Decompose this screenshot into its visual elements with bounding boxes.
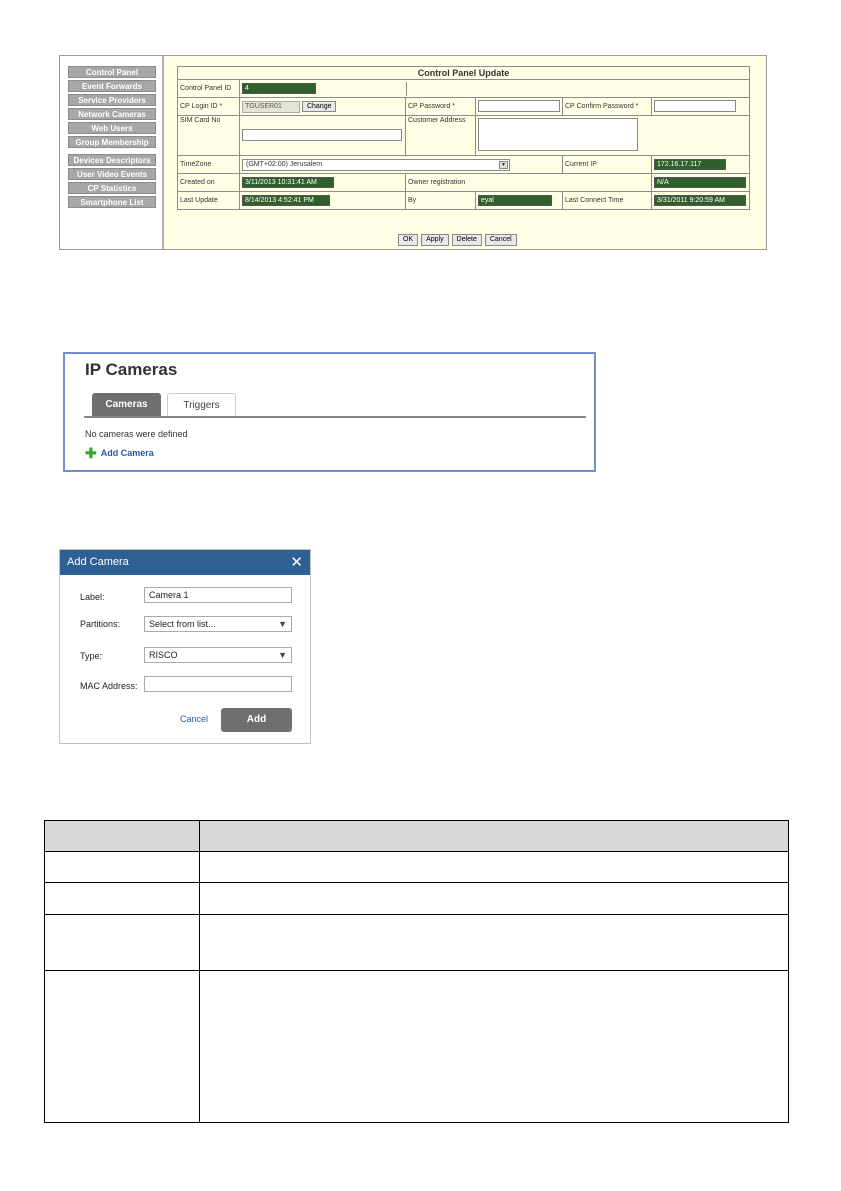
current-ip-label: Current IP: [563, 156, 652, 174]
current-ip-value: 172.16.17.117: [654, 159, 726, 170]
table-cell: [200, 971, 789, 1123]
sidebar-item-user-video-events[interactable]: User Video Events: [68, 168, 156, 180]
add-camera-link[interactable]: [85, 445, 154, 462]
page-title: IP Cameras: [85, 360, 178, 379]
last-update-label: Last Update: [178, 192, 240, 210]
timezone-label: TimeZone: [178, 156, 240, 174]
partitions-value: Select from list...: [149, 619, 216, 629]
timezone-select[interactable]: [242, 159, 510, 171]
cp-form-table: [177, 66, 750, 210]
plus-icon: ✚: [85, 445, 97, 461]
ip-cameras-panel: [63, 352, 596, 472]
type-select[interactable]: [144, 647, 292, 663]
sidebar-item-service-providers[interactable]: Service Providers: [68, 94, 156, 106]
empty-state-text: No cameras were defined: [85, 429, 188, 439]
cancel-button[interactable]: Cancel: [180, 714, 209, 724]
table-cell: [45, 852, 200, 883]
password-field[interactable]: [478, 100, 560, 112]
chevron-down-icon: ▼: [278, 619, 287, 629]
address-label: Customer Address: [406, 116, 476, 156]
label-input[interactable]: Camera 1: [144, 587, 292, 603]
doc-table: [44, 820, 789, 1123]
login-id-label: CP Login ID *: [178, 98, 240, 116]
table-cell: [200, 852, 789, 883]
chevron-down-icon: ▼: [499, 161, 508, 169]
cp-sidebar: [60, 56, 164, 249]
table-row: [45, 883, 789, 915]
add-camera-label: Add Camera: [100, 448, 154, 458]
last-connect-label: Last Connect Time: [563, 192, 652, 210]
created-value: 3/11/2013 10:31:41 AM: [242, 177, 334, 188]
header-cell: [200, 821, 789, 852]
dialog-title: Add Camera: [67, 556, 129, 568]
add-camera-dialog: [59, 549, 311, 744]
by-value: eyal: [478, 195, 552, 206]
sim-label: SIM Card No: [178, 116, 240, 156]
tab-divider: [84, 416, 586, 418]
chevron-down-icon: ▼: [278, 650, 287, 660]
close-icon[interactable]: ✕: [290, 554, 303, 571]
change-button[interactable]: Change: [302, 101, 337, 112]
control-panel-update-window: [59, 55, 767, 250]
last-connect-value: 3/31/2011 9:20:59 AM: [654, 195, 746, 206]
delete-button[interactable]: Delete: [452, 234, 482, 246]
cancel-button[interactable]: Cancel: [485, 234, 517, 246]
sidebar-item-group-membership[interactable]: Group Membership: [68, 136, 156, 148]
last-update-value: 8/14/2013 4:52:41 PM: [242, 195, 330, 206]
table-cell: [45, 971, 200, 1123]
dialog-header: [60, 550, 310, 575]
table-cell: [200, 915, 789, 971]
timezone-value: (GMT+02:00) Jerusalem: [246, 160, 323, 168]
sidebar-item-smartphone-list[interactable]: Smartphone List: [68, 196, 156, 208]
divider: [406, 82, 407, 96]
apply-button[interactable]: Apply: [421, 234, 449, 246]
owner-label: Owner registration: [406, 174, 652, 192]
type-value: RISCO: [149, 650, 178, 660]
confirm-password-field[interactable]: [654, 100, 736, 112]
table-header-row: [45, 821, 789, 852]
tab-triggers[interactable]: Triggers: [167, 393, 236, 417]
login-id-field[interactable]: TGUSER01: [242, 101, 300, 113]
partitions-label: Partitions:: [80, 619, 121, 629]
confirm-password-label: CP Confirm Password *: [563, 98, 652, 116]
sim-field[interactable]: [242, 129, 402, 141]
by-label: By: [406, 192, 476, 210]
partitions-select[interactable]: [144, 616, 292, 632]
owner-value: N/A: [654, 177, 746, 188]
header-cell: [45, 821, 200, 852]
ok-button[interactable]: OK: [398, 234, 418, 246]
sidebar-item-event-forwards[interactable]: Event Forwards: [68, 80, 156, 92]
label-label: Label:: [80, 592, 105, 602]
address-textarea[interactable]: [478, 118, 638, 151]
table-row: [45, 915, 789, 971]
panel-id-value: 4: [242, 83, 316, 94]
sidebar-item-cp-statistics[interactable]: CP Statistics: [68, 182, 156, 194]
sidebar-item-web-users[interactable]: Web Users: [68, 122, 156, 134]
table-cell: [200, 883, 789, 915]
created-label: Created on: [178, 174, 240, 192]
type-label: Type:: [80, 651, 103, 661]
sidebar-item-network-cameras[interactable]: Network Cameras: [68, 108, 156, 120]
add-button[interactable]: Add: [221, 708, 292, 732]
mac-address-input[interactable]: [144, 676, 292, 692]
cp-action-buttons: [398, 228, 520, 246]
tab-cameras[interactable]: Cameras: [92, 393, 161, 417]
table-cell: [45, 915, 200, 971]
sidebar-item-devices-descriptors[interactable]: Devices Descriptors: [68, 154, 156, 166]
sidebar-item-control-panel[interactable]: Control Panel: [68, 66, 156, 78]
cp-form-title: Control Panel Update: [178, 67, 750, 80]
table-row: [45, 852, 789, 883]
mac-address-label: MAC Address:: [80, 681, 138, 691]
password-label: CP Password *: [406, 98, 476, 116]
table-cell: [45, 883, 200, 915]
panel-id-label: Control Panel ID: [178, 80, 240, 98]
table-row: [45, 971, 789, 1123]
